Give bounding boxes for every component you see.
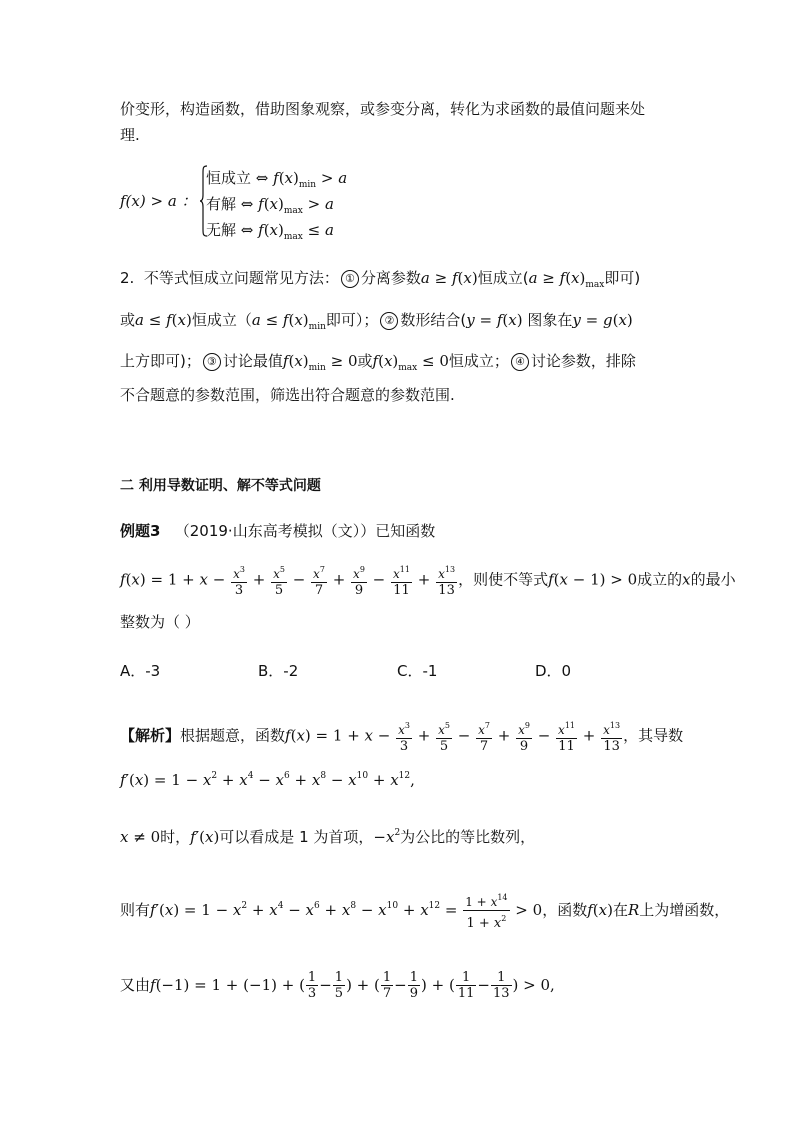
methods-line-3: 上方即可)； ③ 讨论最值$f(x)_{min} \ge 0$或$f(x)_{max} \le 0$恒成立； ④ 讨论参数，排除 [120,352,636,373]
option-c: C．-1 [397,662,438,680]
methods-line-2: 或a ≤ f(x)恒成立（$a \le f(x)_{min}$即可）； ② 数形结合(y = f(x) 图象在y = g(x) [120,311,633,332]
cases-lhs: f(x) > a ： [120,192,197,210]
solution-line-4: 则有$f'(x) = 1 - x^2 + x^4 - x^6 + x^8 - x^{10} + x^{12}$ = $\frac{1 + x^{14}}{1 + x^2}$ > 0，函数f(x)在R上为增函数， [120,890,729,931]
methods-line-4: 不合题意的参数范围，筛选出符合题意的参数范围. [120,386,455,404]
intro-line-2: 理. [120,126,140,144]
solution-line-1: 【解析】根据题意，函数f(x) = 1 + x − $\frac{x^3}{3}$ + $\frac{x^5}{5}$ − $\frac{x^7}{7}$ + $\frac{x^9}{9}$ − $\frac{x^{11}}{11}$ + $\frac{x^{13}}{13}$ ，其导数 [120,718,683,754]
option-d: D．0 [535,662,572,680]
section-heading: 二 利用导数证明、解不等式问题 [120,478,321,494]
case-row-2: 有解 ⇔ $f(x)_{max} > a$ [206,195,334,216]
intro-line-1: 价变形，构造函数，借助图象观察，或参变分离，转化为求函数的最值问题来处 [120,100,646,118]
case-row-1: 恒成立 ⇔ $f(x)_{min} > a$ [206,169,348,190]
solution-line-5: 又由f(−1) = 1 + (−1) + ( $\frac{1}{3}$ − $\frac{1}{5}$ ) + ( $\frac{1}{7}$ − $\frac{1}{9}$ ) + ( $\frac{1}{11}$ − $\frac{1}{13}$ ) > 0, [120,970,555,1001]
solution-label: 【解析】 [120,726,181,745]
solution-line-2: $f'(x) = 1 - x^2 + x^4 - x^6 + x^8 - x^{10} + x^{12}$, [120,771,415,789]
example-label: 例题3 [120,522,161,540]
example-line-3: 整数为（ ） [120,613,200,631]
option-b: B．-2 [258,662,299,680]
methods-line-1: 2. 不等式恒成立问题常见方法： ① 分离参数a ≥ f(x)恒成立($a \ge f(x)_{max}$即可) [120,269,641,290]
option-a: A．-3 [120,662,161,680]
solution-line-3: x ≠ 0时，f′(x)可以看成是 1 为首项，$-x^2$为公比的等比数列， [120,828,536,846]
example-line-2: f(x) = 1 + x − $\frac{x^3}{3}$ + $\frac{x^5}{5}$ − $\frac{x^7}{7}$ + $\frac{x^9}{9}$ − $\frac{x^{11}}{11}$ + $\frac{x^{13}}{13}$ ，则使不等式f(x − 1) > 0成立的x的最小 [120,562,736,598]
case-row-3: 无解 ⇔ $f(x)_{max} \le a$ [206,221,334,242]
example-line-1: 例题3 （2019·山东高考模拟（文））已知函数 [120,522,436,540]
